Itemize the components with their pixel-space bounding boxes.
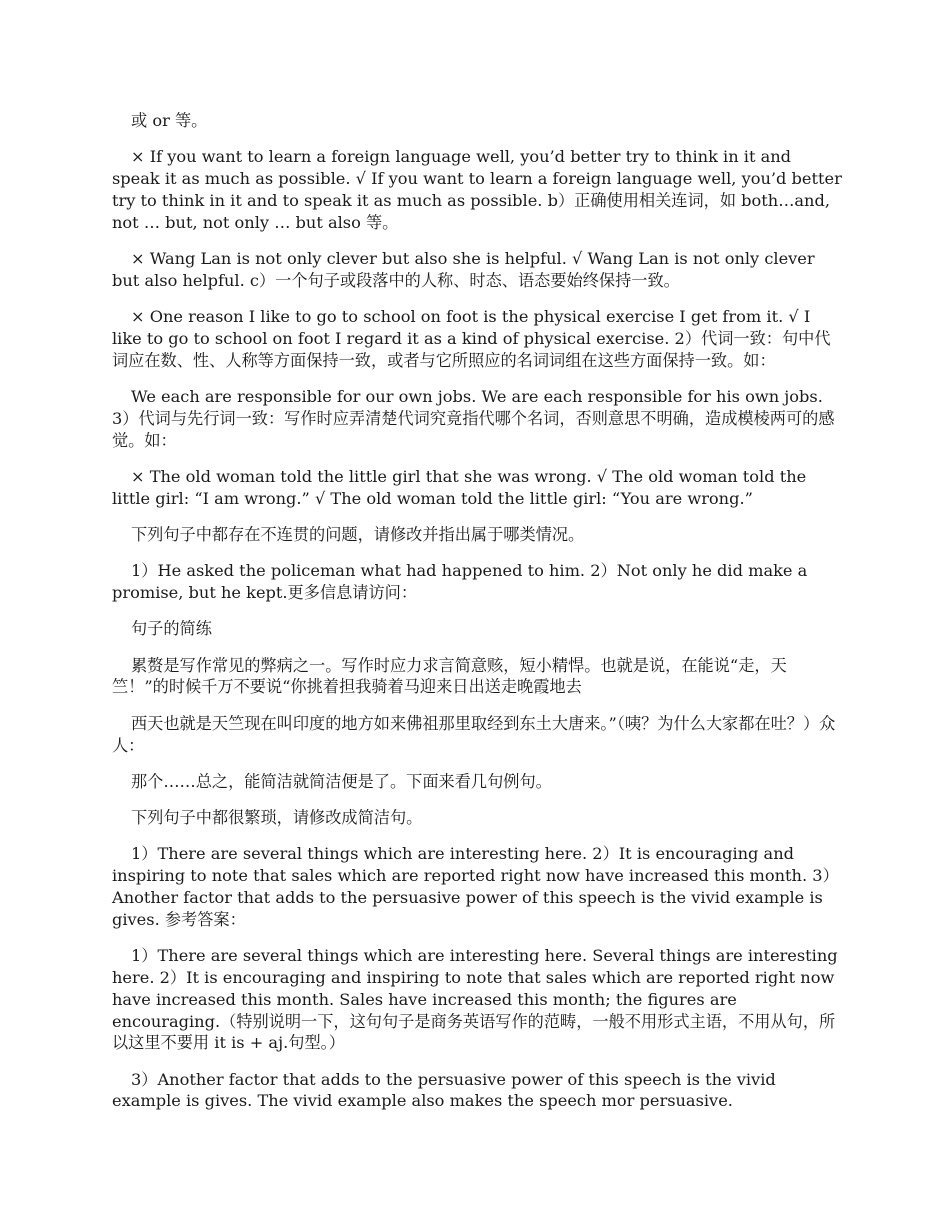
paragraph-11: 西天也就是天竺现在叫印度的地方如来佛祖那里取经到东土大唐来。”（咦？为什么大家都在吐？）众人： xyxy=(112,713,836,755)
paragraph-6: × The old woman told the little girl that she was wrong. √ The old woman told the little girl: “I am wrong.” √ The old woman told the little girl: “You are wrong.” xyxy=(112,466,807,508)
section-heading: 句子的简练 xyxy=(131,619,212,639)
paragraph-10: 累赘是写作常见的弊病之一。写作时应力求言简意赅，短小精悍。也就是说，在能说“走，天竺！”的时候千万不要说“你挑着担我骑着马迎来日出送走晚霞地去 xyxy=(112,655,787,697)
paragraph-15: 1）There are several things which are interesting here. Several things are interesting here. 2）It is encouraging and inspiring to note that sales which are reported right now have increased this month. Sales have increased this month; the figures are encouraging.（特别说明一下，这句句子是商务英语写作的范畴，一般不用形式主语，不用从句，所以这里不要用 it is + aj.句型。） xyxy=(112,946,838,1053)
document-page xyxy=(112,110,842,1127)
paragraph-16: 3）Another factor that adds to the persuasive power of this speech is the vivid example is gives. The vivid example also makes the speech mor persuasive. xyxy=(112,1069,776,1111)
paragraph-13: 下列句子中都很繁琐，请修改成简洁句。 xyxy=(131,808,423,828)
paragraph-14: 1）There are several things which are interesting here. 2）It is encouraging and inspiring to note that sales which are reported right now have increased this month. 3）Another factor that adds to the persuasive power of this speech is the vivid example is gives. 参考答案： xyxy=(112,844,839,929)
paragraph-8: 1）He asked the policeman what had happened to him. 2）Not only he did make a promise, but he kept.更多信息请访问： xyxy=(112,561,808,603)
paragraph-1: 或 or 等。 xyxy=(131,111,208,130)
paragraph-12: 那个……总之，能简洁就简洁便是了。下面来看几句例句。 xyxy=(131,771,552,791)
paragraph-2: × If you want to learn a foreign language well, you’d better try to think in it and speak it as much as possible. √ If you want to learn a foreign language well, you’d better try to think in it and to speak it as much as possible. b）正确使用相关连词，如 both…and, not … but, not only … but also 等。 xyxy=(112,147,842,232)
paragraph-7: 下列句子中都存在不连贯的问题，请修改并指出属于哪类情况。 xyxy=(131,524,585,544)
paragraph-3: × Wang Lan is not only clever but also she is helpful. √ Wang Lan is not only clever but also helpful. c）一个句子或段落中的人称、时态、语态要始终保持一致。 xyxy=(112,248,815,290)
paragraph-4: × One reason I like to go to school on foot is the physical exercise I get from it. √ I like to go to school on foot I regard it as a kind of physical exercise. 2）代词一致：句中代词应在数、性、人称等方面保持一致，或者与它所照应的名词词组在这些方面保持一致。如： xyxy=(112,307,831,370)
paragraph-5: We each are responsible for our own jobs. We are each responsible for his own jobs. 3）代词与先行词一致：写作时应弄清楚代词究竟指代哪个名词，否则意思不明确，造成模棱两可的感觉。如： xyxy=(112,386,835,450)
